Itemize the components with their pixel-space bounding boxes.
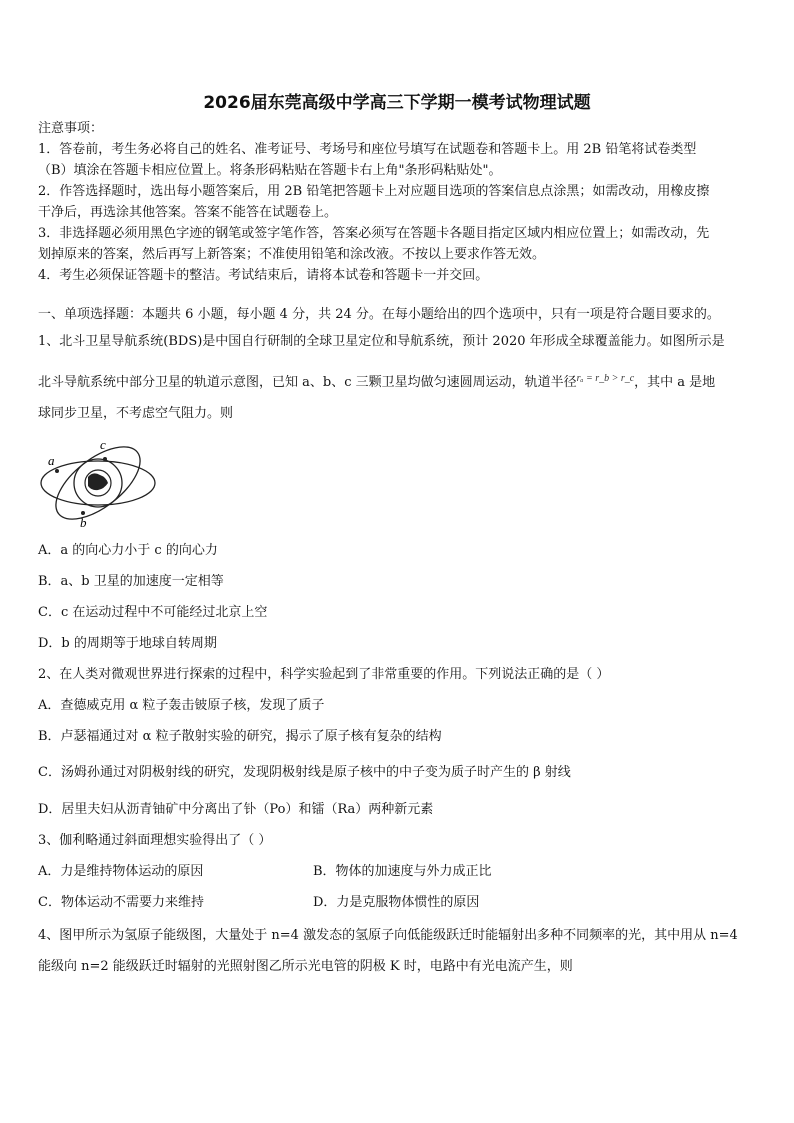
label-a: a (48, 453, 55, 468)
q1-option-d[interactable]: D．b 的周期等于地球自转周期 (38, 636, 217, 651)
q3-option-d[interactable]: D．力是克服物体惯性的原因 (313, 895, 480, 910)
satellite-a-icon (55, 469, 59, 473)
q2-option-c[interactable]: C．汤姆孙通过对阴极射线的研究，发现阴极射线是原子核中的中子变为质子时产生的 β 射线 (38, 765, 571, 780)
q1-stem: 球同步卫星，不考虑空气阻力。则 (38, 406, 234, 421)
orbit-diagram (38, 437, 163, 529)
notice-item: 干净后，再选涂其他答案。答案不能答在试题卷上。 (38, 205, 338, 220)
notice-heading: 注意事项： (38, 121, 104, 136)
q3-option-c[interactable]: C．物体运动不需要力来维持 (38, 895, 204, 910)
q2-option-d[interactable]: D．居里夫妇从沥青铀矿中分离出了钋（Po）和镭（Ra）两种新元素 (38, 802, 434, 817)
q3-stem: 3、伽利略通过斜面理想实验得出了（ ） (38, 833, 272, 848)
satellite-c-icon (103, 457, 107, 461)
q4-stem: 能级向 n=2 能级跃迁时辐射的光照射图乙所示光电管的阴极 K 时，电路中有光电流产生，则 (38, 959, 573, 974)
q2-option-a[interactable]: A．查德威克用 α 粒子轰击铍原子核，发现了质子 (38, 698, 325, 713)
q1-stem-part: 北斗导航系统中部分卫星的轨道示意图，已知 a、b、c 三颗卫星均做匀速圆周运动，轨道半径 (38, 375, 577, 390)
q3-option-a[interactable]: A．力是维持物体运动的原因 (38, 864, 204, 879)
notice-item: 划掉原来的答案，然后再写上新答案；不准使用铅笔和涂改液。不按以上要求作答无效。 (38, 247, 546, 262)
notice-item: 4．考生必须保证答题卡的整洁。考试结束后，请将本试卷和答题卡一并交回。 (38, 268, 489, 283)
label-b: b (80, 515, 87, 529)
q1-option-b[interactable]: B．a、b 卫星的加速度一定相等 (38, 574, 224, 589)
notice-item: （B）填涂在答题卡相应位置上。将条形码粘贴在答题卡右上角"条形码粘贴处"。 (38, 163, 502, 178)
q2-stem: 2、在人类对微观世界进行探索的过程中，科学实验起到了非常重要的作用。下列说法正确的是（ ） (38, 667, 610, 682)
q4-stem: 4、图甲所示为氢原子能级图，大量处于 n=4 激发态的氢原子向低能级跃迁时能辐射出多种不同频率的光，其中用从 n=4 (38, 928, 738, 943)
section-heading: 一、单项选择题：本题共 6 小题，每小题 4 分，共 24 分。在每小题给出的四个选项中，只有一项是符合题目要求的。 (38, 307, 720, 322)
q2-option-b[interactable]: B．卢瑟福通过对 α 粒子散射实验的研究，揭示了原子核有复杂的结构 (38, 729, 442, 744)
q1-stem-part: ，其中 a 是地 (634, 375, 716, 390)
notice-item: 3．非选择题必须用黑色字迹的钢笔或签字笔作答，答案必须写在答题卡各题目指定区域内相应位置上；如需改动，先 (38, 226, 710, 241)
page-title: 2026届东莞高级中学高三下学期一模考试物理试题 (203, 93, 591, 113)
label-c: c (100, 437, 106, 452)
q1-option-c[interactable]: C．c 在运动过程中不可能经过北京上空 (38, 605, 268, 620)
notice-item: 2．作答选择题时，选出每小题答案后，用 2B 铅笔把答题卡上对应题目选项的答案信息点涂黑；如需改动，用橡皮擦 (38, 184, 710, 199)
q1-stem: 1、北斗卫星导航系统(BDS)是中国自行研制的全球卫星定位和导航系统，预计 2020 年形成全球覆盖能力。如图所示是 (38, 334, 725, 349)
orbit-radius-formula: rₐ = r_b > r_c (576, 373, 635, 384)
q1-option-a[interactable]: A．a 的向心力小于 c 的向心力 (38, 543, 218, 558)
q3-option-b[interactable]: B．物体的加速度与外力成正比 (313, 864, 492, 879)
notice-item: 1．答卷前，考生务必将自己的姓名、准考证号、考场号和座位号填写在试题卷和答题卡上。用 2B 铅笔将试卷类型 (38, 142, 697, 157)
q1-stem (38, 374, 715, 392)
